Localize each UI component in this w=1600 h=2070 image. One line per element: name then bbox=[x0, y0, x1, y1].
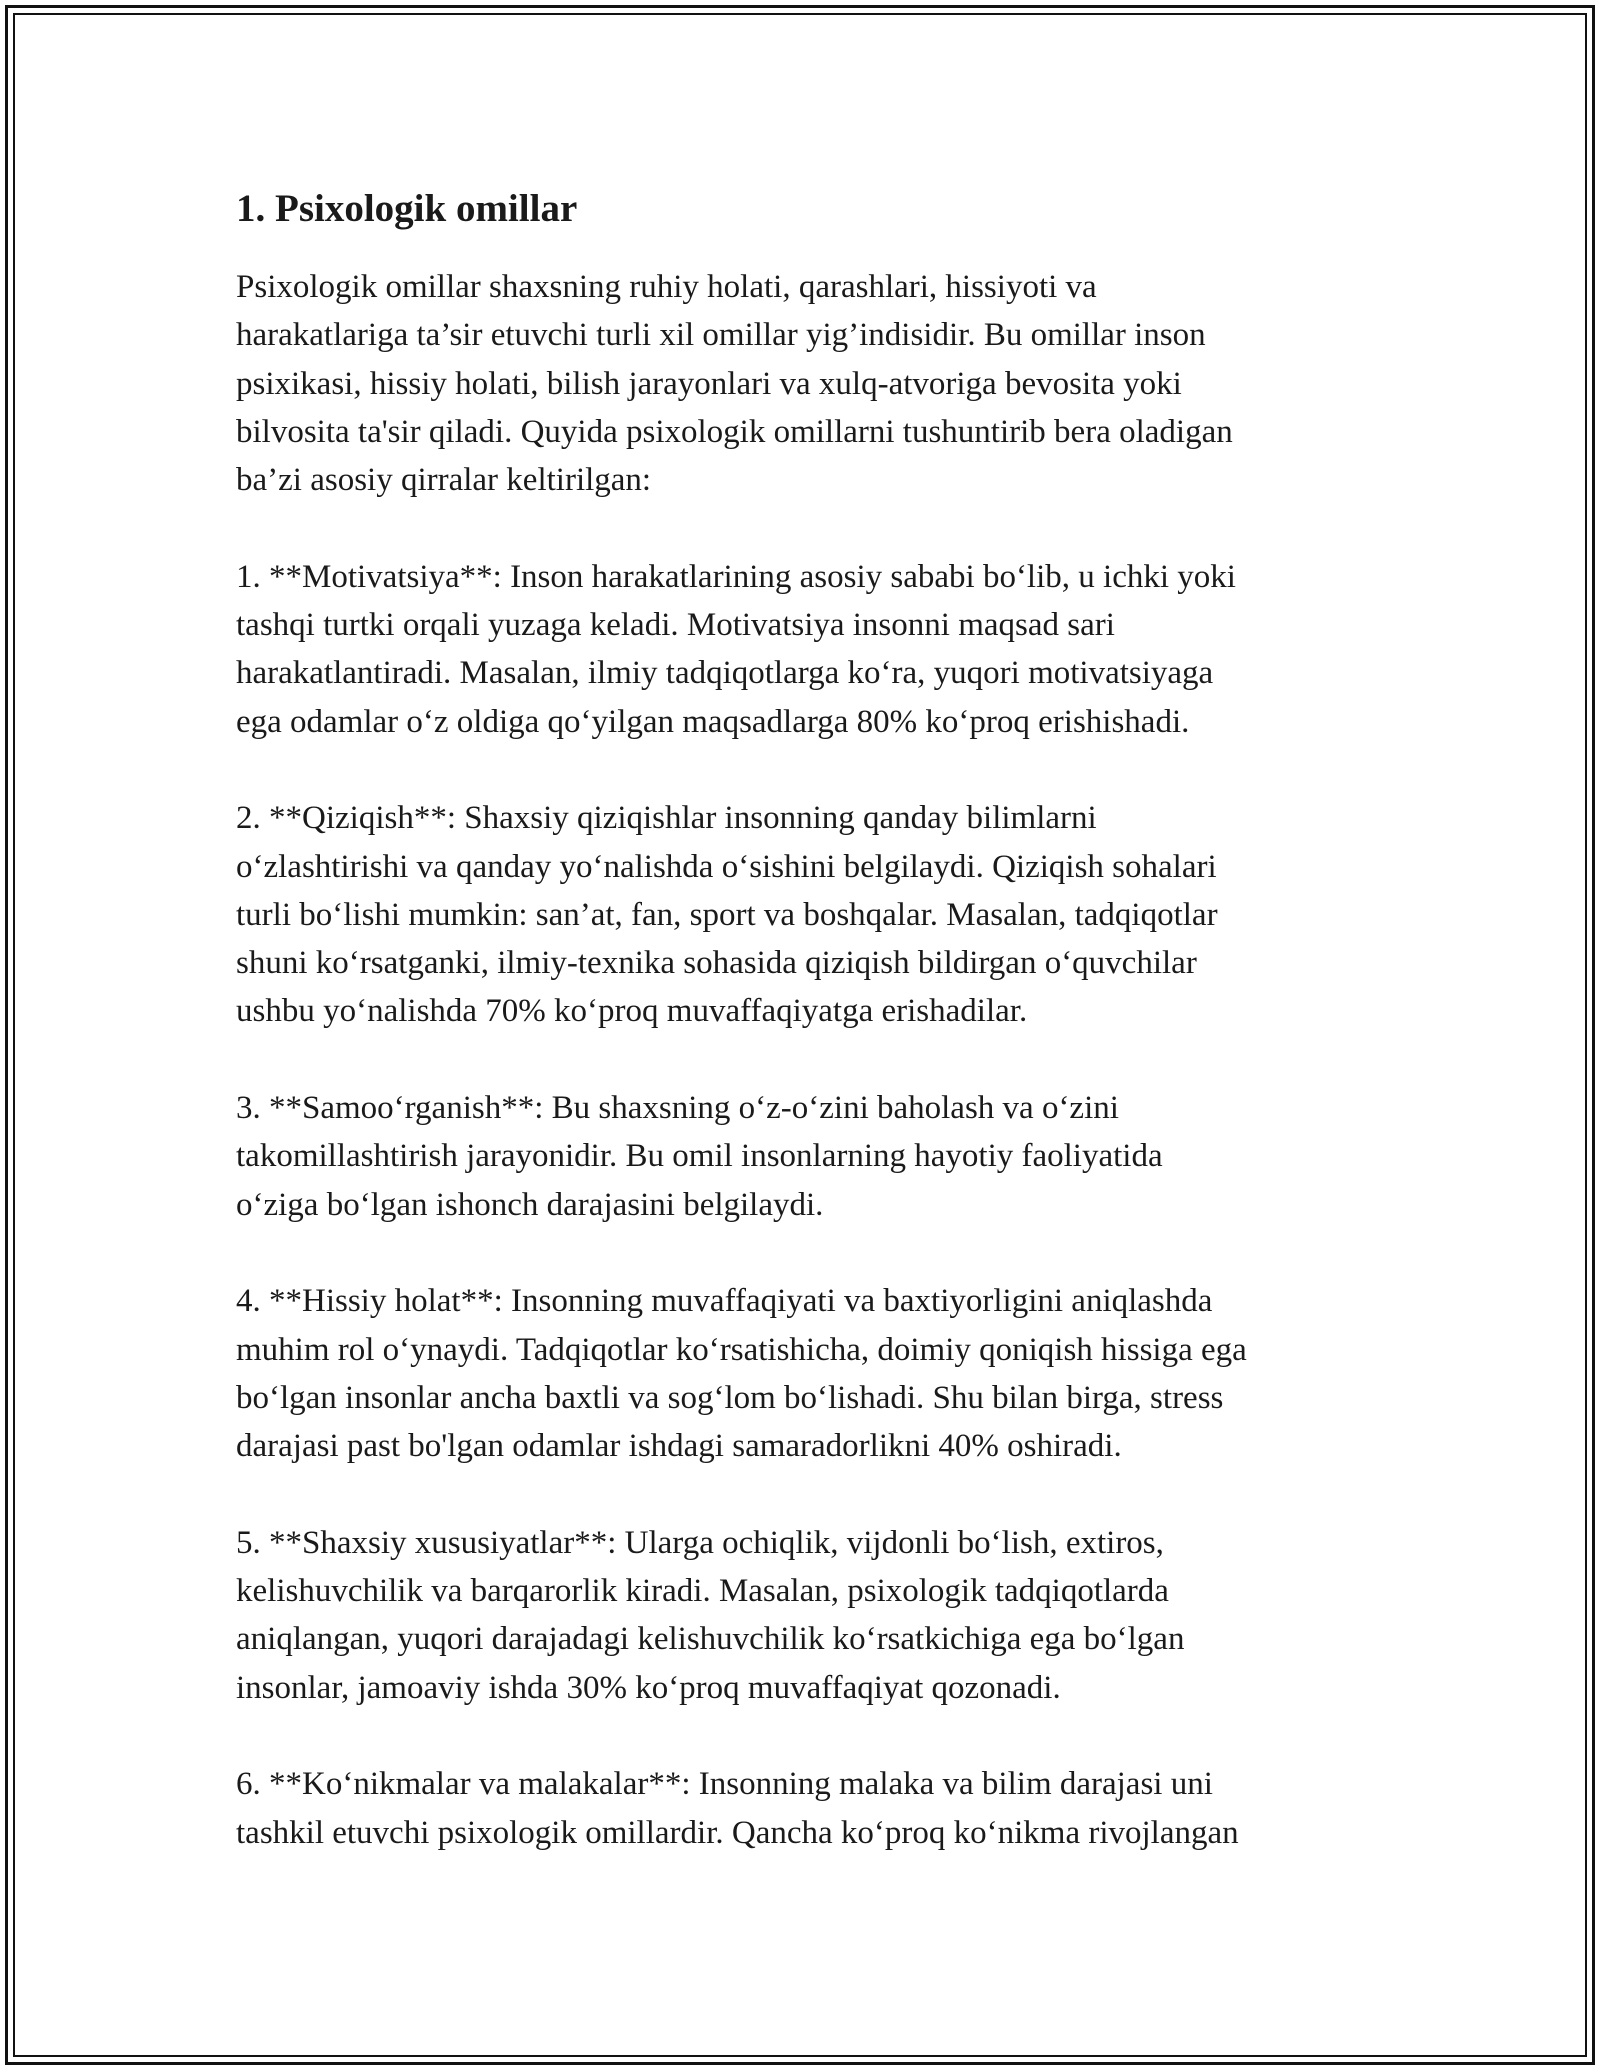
paragraph-hissiy-holat bbox=[236, 1277, 1386, 1470]
text-line: bilvosita ta'sir qiladi. Quyida psixologik omillarni tushuntirib bera oladigan bbox=[236, 413, 1233, 450]
section-heading: 1. Psixologik omillar bbox=[236, 187, 578, 230]
text-line: 6. **Ko‘nikmalar va malakalar**: Insonning malaka va bilim darajasi uni bbox=[236, 1766, 1213, 1803]
paragraph-intro bbox=[236, 263, 1386, 504]
document-body bbox=[236, 185, 1386, 1905]
text-line: turli bo‘lishi mumkin: san’at, fan, sport va boshqalar. Masalan, tadqiqotlar bbox=[236, 896, 1218, 933]
text-line: muhim rol o‘ynaydi. Tadqiqotlar ko‘rsatishicha, doimiy qoniqish hissiga ega bbox=[236, 1331, 1247, 1368]
text-line: tashqi turtki orqali yuzaga keladi. Motivatsiya insonni maqsad sari bbox=[236, 607, 1115, 644]
text-line: takomillashtirish jarayonidir. Bu omil insonlarning hayotiy faoliyatida bbox=[236, 1138, 1163, 1175]
paragraph-samoorganish bbox=[236, 1084, 1386, 1229]
paragraph-shaxsiy-xususiyatlar bbox=[236, 1519, 1386, 1712]
text-line: kelishuvchilik va barqarorlik kiradi. Masalan, psixologik tadqiqotlarda bbox=[236, 1573, 1169, 1610]
text-line: Psixologik omillar shaxsning ruhiy holati, qarashlari, hissiyoti va bbox=[236, 269, 1097, 305]
text-line: ba’zi asosiy qirralar keltirilgan: bbox=[236, 462, 652, 499]
text-line: psixikasi, hissiy holati, bilish jarayonlari va xulq-atvoriga bevosita yoki bbox=[236, 365, 1182, 402]
text-line: 4. **Hissiy holat**: Insonning muvaffaqiyati va baxtiyorligini aniqlashda bbox=[236, 1283, 1213, 1320]
paragraph-motivatsiya bbox=[236, 553, 1386, 746]
text-line: aniqlangan, yuqori darajadagi kelishuvchilik ko‘rsatkichiga ega bo‘lgan bbox=[236, 1621, 1185, 1658]
text-line: 1. **Motivatsiya**: Inson harakatlarining asosiy sababi bo‘lib, u ichki yoki bbox=[236, 558, 1236, 595]
text-line: bo‘lgan insonlar ancha baxtli va sog‘lom bo‘lishadi. Shu bilan birga, stress bbox=[236, 1379, 1224, 1416]
text-line: ushbu yo‘nalishda 70% ko‘proq muvaffaqiyatga erishadilar. bbox=[236, 993, 1028, 1030]
text-line: harakatlantiradi. Masalan, ilmiy tadqiqotlarga ko‘ra, yuqori motivatsiyaga bbox=[236, 655, 1214, 692]
paragraph-konikmalar bbox=[236, 1760, 1386, 1857]
text-line: insonlar, jamoaviy ishda 30% ko‘proq muvaffaqiyat qozonadi. bbox=[236, 1669, 1061, 1706]
text-line: o‘ziga bo‘lgan ishonch darajasini belgilaydi. bbox=[236, 1186, 824, 1223]
text-line: harakatlariga ta’sir etuvchi turli xil omillar yig’indisidir. Bu omillar inson bbox=[236, 317, 1206, 354]
text-line: shuni ko‘rsatganki, ilmiy-texnika sohasida qiziqish bildirgan o‘quvchilar bbox=[236, 945, 1197, 982]
text-line: 2. **Qiziqish**: Shaxsiy qiziqishlar insonning qanday bilimlarni bbox=[236, 800, 1097, 837]
text-line: o‘zlashtirishi va qanday yo‘nalishda o‘sishini belgilaydi. Qiziqish sohalari bbox=[236, 848, 1217, 885]
paragraph-qiziqish bbox=[236, 794, 1386, 1035]
text-line: ega odamlar o‘z oldiga qo‘yilgan maqsadlarga 80% ko‘proq erishishadi. bbox=[236, 703, 1190, 740]
text-line: tashkil etuvchi psixologik omillardir. Qancha ko‘proq ko‘nikma rivojlangan bbox=[236, 1814, 1239, 1851]
text-line: 3. **Samoo‘rganish**: Bu shaxsning o‘z-o‘zini baholash va o‘zini bbox=[236, 1090, 1119, 1127]
text-line: darajasi past bo'lgan odamlar ishdagi samaradorlikni 40% oshiradi. bbox=[236, 1428, 1122, 1465]
text-line: 5. **Shaxsiy xususiyatlar**: Ularga ochiqlik, vijdonli bo‘lish, extiros, bbox=[236, 1524, 1164, 1561]
